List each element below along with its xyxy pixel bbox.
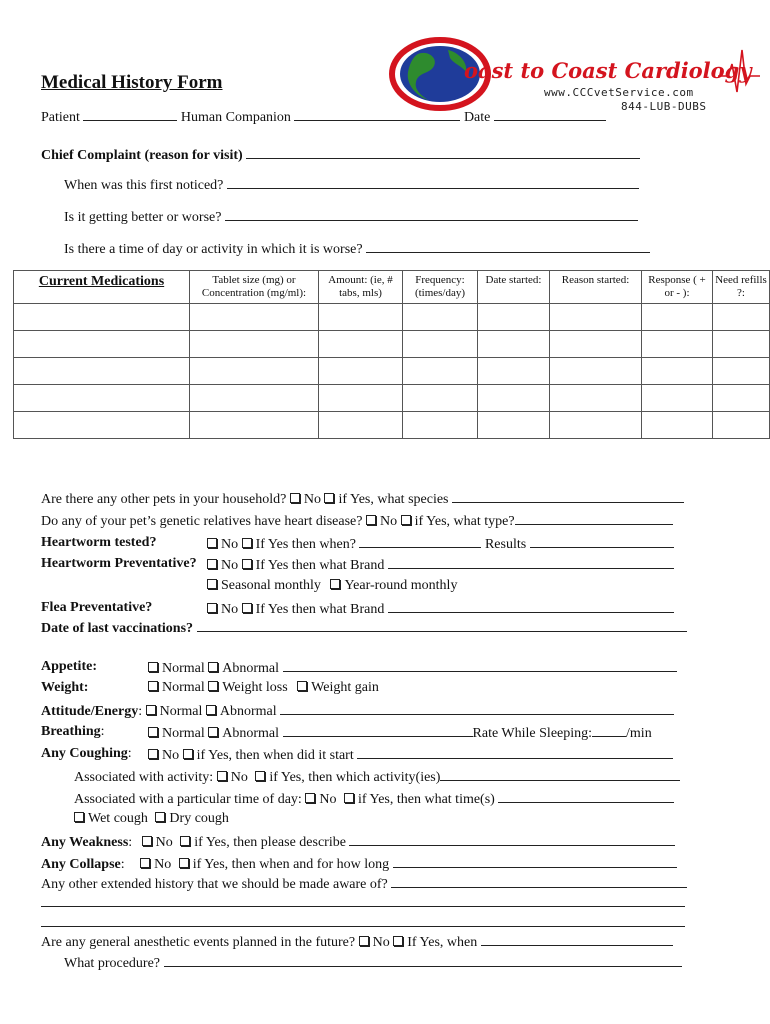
collapse-when-label: if Yes, then when and for how long bbox=[192, 857, 390, 872]
col-frequency: Frequency: (times/day) bbox=[403, 271, 478, 304]
rate-field[interactable] bbox=[592, 724, 626, 737]
no-label: No bbox=[221, 602, 239, 617]
no-label: No bbox=[372, 935, 390, 950]
dry-cough-label: Dry cough bbox=[169, 811, 229, 826]
vaccinations-label: Date of last vaccinations? bbox=[41, 621, 194, 636]
checkbox-icon[interactable] bbox=[242, 559, 252, 569]
col-response: Response ( + or - ): bbox=[642, 271, 713, 304]
what-brand-label: If Yes then what Brand bbox=[255, 602, 385, 617]
checkbox-icon[interactable] bbox=[207, 538, 217, 548]
medications-header-row bbox=[14, 271, 770, 304]
abnormal-label: Abnormal bbox=[222, 726, 280, 741]
which-activity-field[interactable] bbox=[440, 768, 680, 781]
other-pets-yes-label: if Yes, what species bbox=[338, 492, 449, 507]
hw-prev-row bbox=[207, 556, 674, 574]
checkbox-icon[interactable] bbox=[207, 603, 217, 613]
checkbox-icon[interactable] bbox=[206, 705, 216, 715]
checkbox-icon[interactable] bbox=[183, 749, 193, 759]
checkbox-icon[interactable] bbox=[208, 681, 218, 691]
medications-title: Current Medications bbox=[14, 271, 190, 304]
medications-table bbox=[13, 270, 770, 439]
other-history-field[interactable] bbox=[391, 875, 687, 888]
weight-loss-label: Weight loss bbox=[222, 680, 288, 695]
table-row[interactable] bbox=[14, 358, 770, 385]
no-label: No bbox=[221, 558, 239, 573]
first-noticed-row bbox=[64, 176, 639, 194]
patient-field[interactable] bbox=[83, 108, 177, 121]
relatives-yes-label: if Yes, what type? bbox=[414, 514, 515, 529]
collapse-field[interactable] bbox=[393, 855, 677, 868]
chief-complaint-field[interactable] bbox=[246, 146, 640, 159]
date-label: Date bbox=[463, 110, 491, 125]
checkbox-icon[interactable] bbox=[297, 681, 307, 691]
other-history-row bbox=[41, 875, 687, 893]
no-label: No bbox=[379, 514, 398, 529]
rate-sleeping-label: Rate While Sleeping: bbox=[472, 726, 593, 741]
first-noticed-field[interactable] bbox=[227, 176, 639, 189]
please-describe-label: if Yes, then please describe bbox=[194, 835, 346, 850]
companion-label: Human Companion bbox=[180, 110, 291, 125]
normal-label: Normal bbox=[159, 704, 203, 719]
year-round-label: Year-round monthly bbox=[344, 578, 458, 593]
relatives-label: Do any of your pet’s genetic relatives have heart disease? bbox=[41, 514, 363, 529]
attitude-field[interactable] bbox=[280, 702, 674, 715]
checkbox-icon[interactable] bbox=[148, 681, 158, 691]
first-noticed-label: When was this first noticed? bbox=[64, 178, 224, 193]
coughing-row bbox=[148, 746, 673, 764]
what-procedure-label: What procedure? bbox=[64, 956, 160, 971]
abnormal-label: Abnormal bbox=[222, 661, 280, 676]
companion-field[interactable] bbox=[294, 108, 460, 121]
checkbox-icon[interactable] bbox=[359, 936, 369, 946]
anesthetic-row bbox=[41, 933, 673, 951]
no-label: No bbox=[221, 537, 239, 552]
appetite-label: Appetite: bbox=[41, 659, 97, 674]
weakness-row: Any Weakness: No if Yes, then please describe bbox=[41, 833, 675, 851]
table-row[interactable] bbox=[14, 412, 770, 439]
if-yes-when-label: If Yes, when bbox=[407, 935, 478, 950]
normal-label: Normal bbox=[162, 661, 205, 676]
procedure-row bbox=[64, 954, 682, 972]
hw-tested-field[interactable] bbox=[359, 535, 481, 548]
time-of-day-row bbox=[64, 240, 650, 258]
checkbox-icon[interactable] bbox=[208, 662, 218, 672]
patient-row bbox=[41, 108, 606, 126]
checkbox-icon[interactable] bbox=[330, 579, 340, 589]
col-need-refills: Need refills ?: bbox=[713, 271, 770, 304]
attitude-row: Attitude/Energy: Normal Abnormal bbox=[41, 702, 674, 720]
logo-phone: 844-LUB-DUBS bbox=[621, 100, 707, 113]
checkbox-icon[interactable] bbox=[208, 727, 218, 737]
other-history-label: Any other extended history that we should be made aware of? bbox=[41, 877, 388, 892]
better-worse-label: Is it getting better or worse? bbox=[64, 210, 222, 225]
checkbox-icon[interactable] bbox=[155, 812, 165, 822]
checkbox-icon[interactable] bbox=[324, 493, 334, 503]
checkbox-icon[interactable] bbox=[207, 559, 217, 569]
checkbox-icon[interactable] bbox=[140, 858, 150, 868]
breathing-label: Breathing bbox=[41, 724, 101, 739]
table-row[interactable] bbox=[14, 331, 770, 358]
time-of-day-label: Is there a time of day or activity in which it is worse? bbox=[64, 242, 363, 257]
what-brand-label: If Yes then what Brand bbox=[255, 558, 385, 573]
better-worse-row bbox=[64, 208, 638, 226]
relatives-row bbox=[41, 512, 673, 530]
appetite-row bbox=[148, 659, 677, 677]
no-label: No bbox=[154, 857, 172, 872]
logo-brand-text: oast to Coast Cardiology bbox=[464, 58, 752, 83]
flea-row bbox=[207, 600, 674, 618]
assoc-activity-label: Associated with activity: bbox=[74, 770, 214, 785]
checkbox-icon[interactable] bbox=[180, 836, 190, 846]
checkbox-icon[interactable] bbox=[305, 793, 315, 803]
breathing-row bbox=[148, 724, 652, 742]
weight-label: Weight: bbox=[41, 680, 89, 695]
attitude-label: Attitude/Energy bbox=[41, 704, 139, 719]
patient-label: Patient bbox=[41, 110, 80, 125]
weakness-field[interactable] bbox=[349, 833, 675, 846]
flea-label: Flea Preventative? bbox=[41, 600, 153, 615]
other-pets-field[interactable] bbox=[452, 490, 684, 503]
checkbox-icon[interactable] bbox=[146, 705, 156, 715]
coughing-row-label: Any Coughing: bbox=[41, 746, 132, 761]
wet-cough-label: Wet cough bbox=[88, 811, 148, 826]
page-title: Medical History Form bbox=[41, 72, 223, 93]
no-label: No bbox=[230, 770, 248, 785]
what-times-label: if Yes, then what time(s) bbox=[357, 792, 495, 807]
hw-brand-field[interactable] bbox=[388, 556, 674, 569]
logo-website: www.CCCvetService.com bbox=[544, 86, 694, 99]
no-label: No bbox=[319, 792, 337, 807]
results-field[interactable] bbox=[530, 535, 674, 548]
hw-tested-row bbox=[207, 535, 674, 553]
breathing-field[interactable] bbox=[283, 724, 473, 737]
weight-gain-label: Weight gain bbox=[311, 680, 379, 695]
per-min-label: /min bbox=[626, 726, 652, 741]
no-label: No bbox=[162, 748, 180, 763]
other-history-line-1[interactable] bbox=[41, 894, 685, 907]
checkbox-icon[interactable] bbox=[142, 836, 152, 846]
weakness-label: Any Weakness bbox=[41, 835, 129, 850]
checkbox-icon[interactable] bbox=[290, 493, 300, 503]
vaccinations-field[interactable] bbox=[197, 619, 687, 632]
vaccinations-row bbox=[41, 619, 687, 637]
relatives-field[interactable] bbox=[515, 512, 673, 525]
anesthetic-label: Are any general anesthetic events planned in the future? bbox=[41, 935, 356, 950]
cough-when-label: if Yes, then when did it start bbox=[196, 748, 354, 763]
no-label: No bbox=[303, 492, 321, 507]
chief-complaint-row bbox=[41, 146, 640, 164]
col-tablet-size: Tablet size (mg) or Concentration (mg/ml): bbox=[190, 271, 319, 304]
table-row[interactable] bbox=[14, 385, 770, 412]
col-amount: Amount: (ie, # tabs, mls) bbox=[319, 271, 403, 304]
col-reason-started: Reason started: bbox=[550, 271, 642, 304]
hw-prev-label: Heartworm Preventative? bbox=[41, 556, 197, 571]
checkbox-icon[interactable] bbox=[148, 749, 158, 759]
normal-label: Normal bbox=[162, 680, 205, 695]
seasonal-label: Seasonal monthly bbox=[221, 578, 321, 593]
appetite-field[interactable] bbox=[283, 659, 677, 672]
date-field[interactable] bbox=[494, 108, 606, 121]
checkbox-icon[interactable] bbox=[366, 515, 376, 525]
checkbox-icon[interactable] bbox=[217, 771, 227, 781]
hw-schedule-row bbox=[207, 578, 457, 594]
flea-brand-field[interactable] bbox=[388, 600, 674, 613]
collapse-label: Any Collapse bbox=[41, 857, 121, 872]
time-of-day-field[interactable] bbox=[366, 240, 650, 253]
other-history-line-2[interactable] bbox=[41, 914, 685, 927]
other-pets-row bbox=[41, 490, 684, 508]
results-label: Results bbox=[484, 537, 527, 552]
anesthetic-field[interactable] bbox=[481, 933, 673, 946]
breathing-row-label: Breathing: bbox=[41, 724, 105, 739]
assoc-time-row bbox=[74, 790, 674, 808]
coughing-label: Any Coughing bbox=[41, 746, 128, 761]
checkbox-icon[interactable] bbox=[148, 727, 158, 737]
checkbox-icon[interactable] bbox=[401, 515, 411, 525]
checkbox-icon[interactable] bbox=[207, 579, 217, 589]
hw-tested-yes-label: If Yes then when? bbox=[255, 537, 356, 552]
checkbox-icon[interactable] bbox=[393, 936, 403, 946]
chief-complaint-label: Chief Complaint (reason for visit) bbox=[41, 148, 243, 163]
hw-tested-label: Heartworm tested? bbox=[41, 535, 157, 550]
checkbox-icon[interactable] bbox=[255, 771, 265, 781]
better-worse-field[interactable] bbox=[225, 208, 638, 221]
what-times-field[interactable] bbox=[498, 790, 674, 803]
checkbox-icon[interactable] bbox=[148, 662, 158, 672]
procedure-field[interactable] bbox=[164, 954, 682, 967]
checkbox-icon[interactable] bbox=[242, 538, 252, 548]
no-label: No bbox=[155, 835, 173, 850]
assoc-time-label: Associated with a particular time of day: bbox=[74, 792, 302, 807]
checkbox-icon[interactable] bbox=[344, 793, 354, 803]
checkbox-icon[interactable] bbox=[179, 858, 189, 868]
checkbox-icon[interactable] bbox=[74, 812, 84, 822]
weight-row bbox=[148, 680, 379, 696]
logo bbox=[388, 36, 760, 114]
collapse-row: Any Collapse: No if Yes, then when and for how long bbox=[41, 855, 677, 873]
abnormal-label: Abnormal bbox=[219, 704, 277, 719]
other-pets-label: Are there any other pets in your household? bbox=[41, 492, 287, 507]
col-date-started: Date started: bbox=[478, 271, 550, 304]
cough-type-row bbox=[74, 811, 229, 827]
checkbox-icon[interactable] bbox=[242, 603, 252, 613]
table-row[interactable] bbox=[14, 304, 770, 331]
normal-label: Normal bbox=[162, 726, 205, 741]
which-activity-label: if Yes, then which activity(ies) bbox=[269, 770, 441, 785]
assoc-activity-row bbox=[74, 768, 680, 786]
cough-when-field[interactable] bbox=[357, 746, 673, 759]
